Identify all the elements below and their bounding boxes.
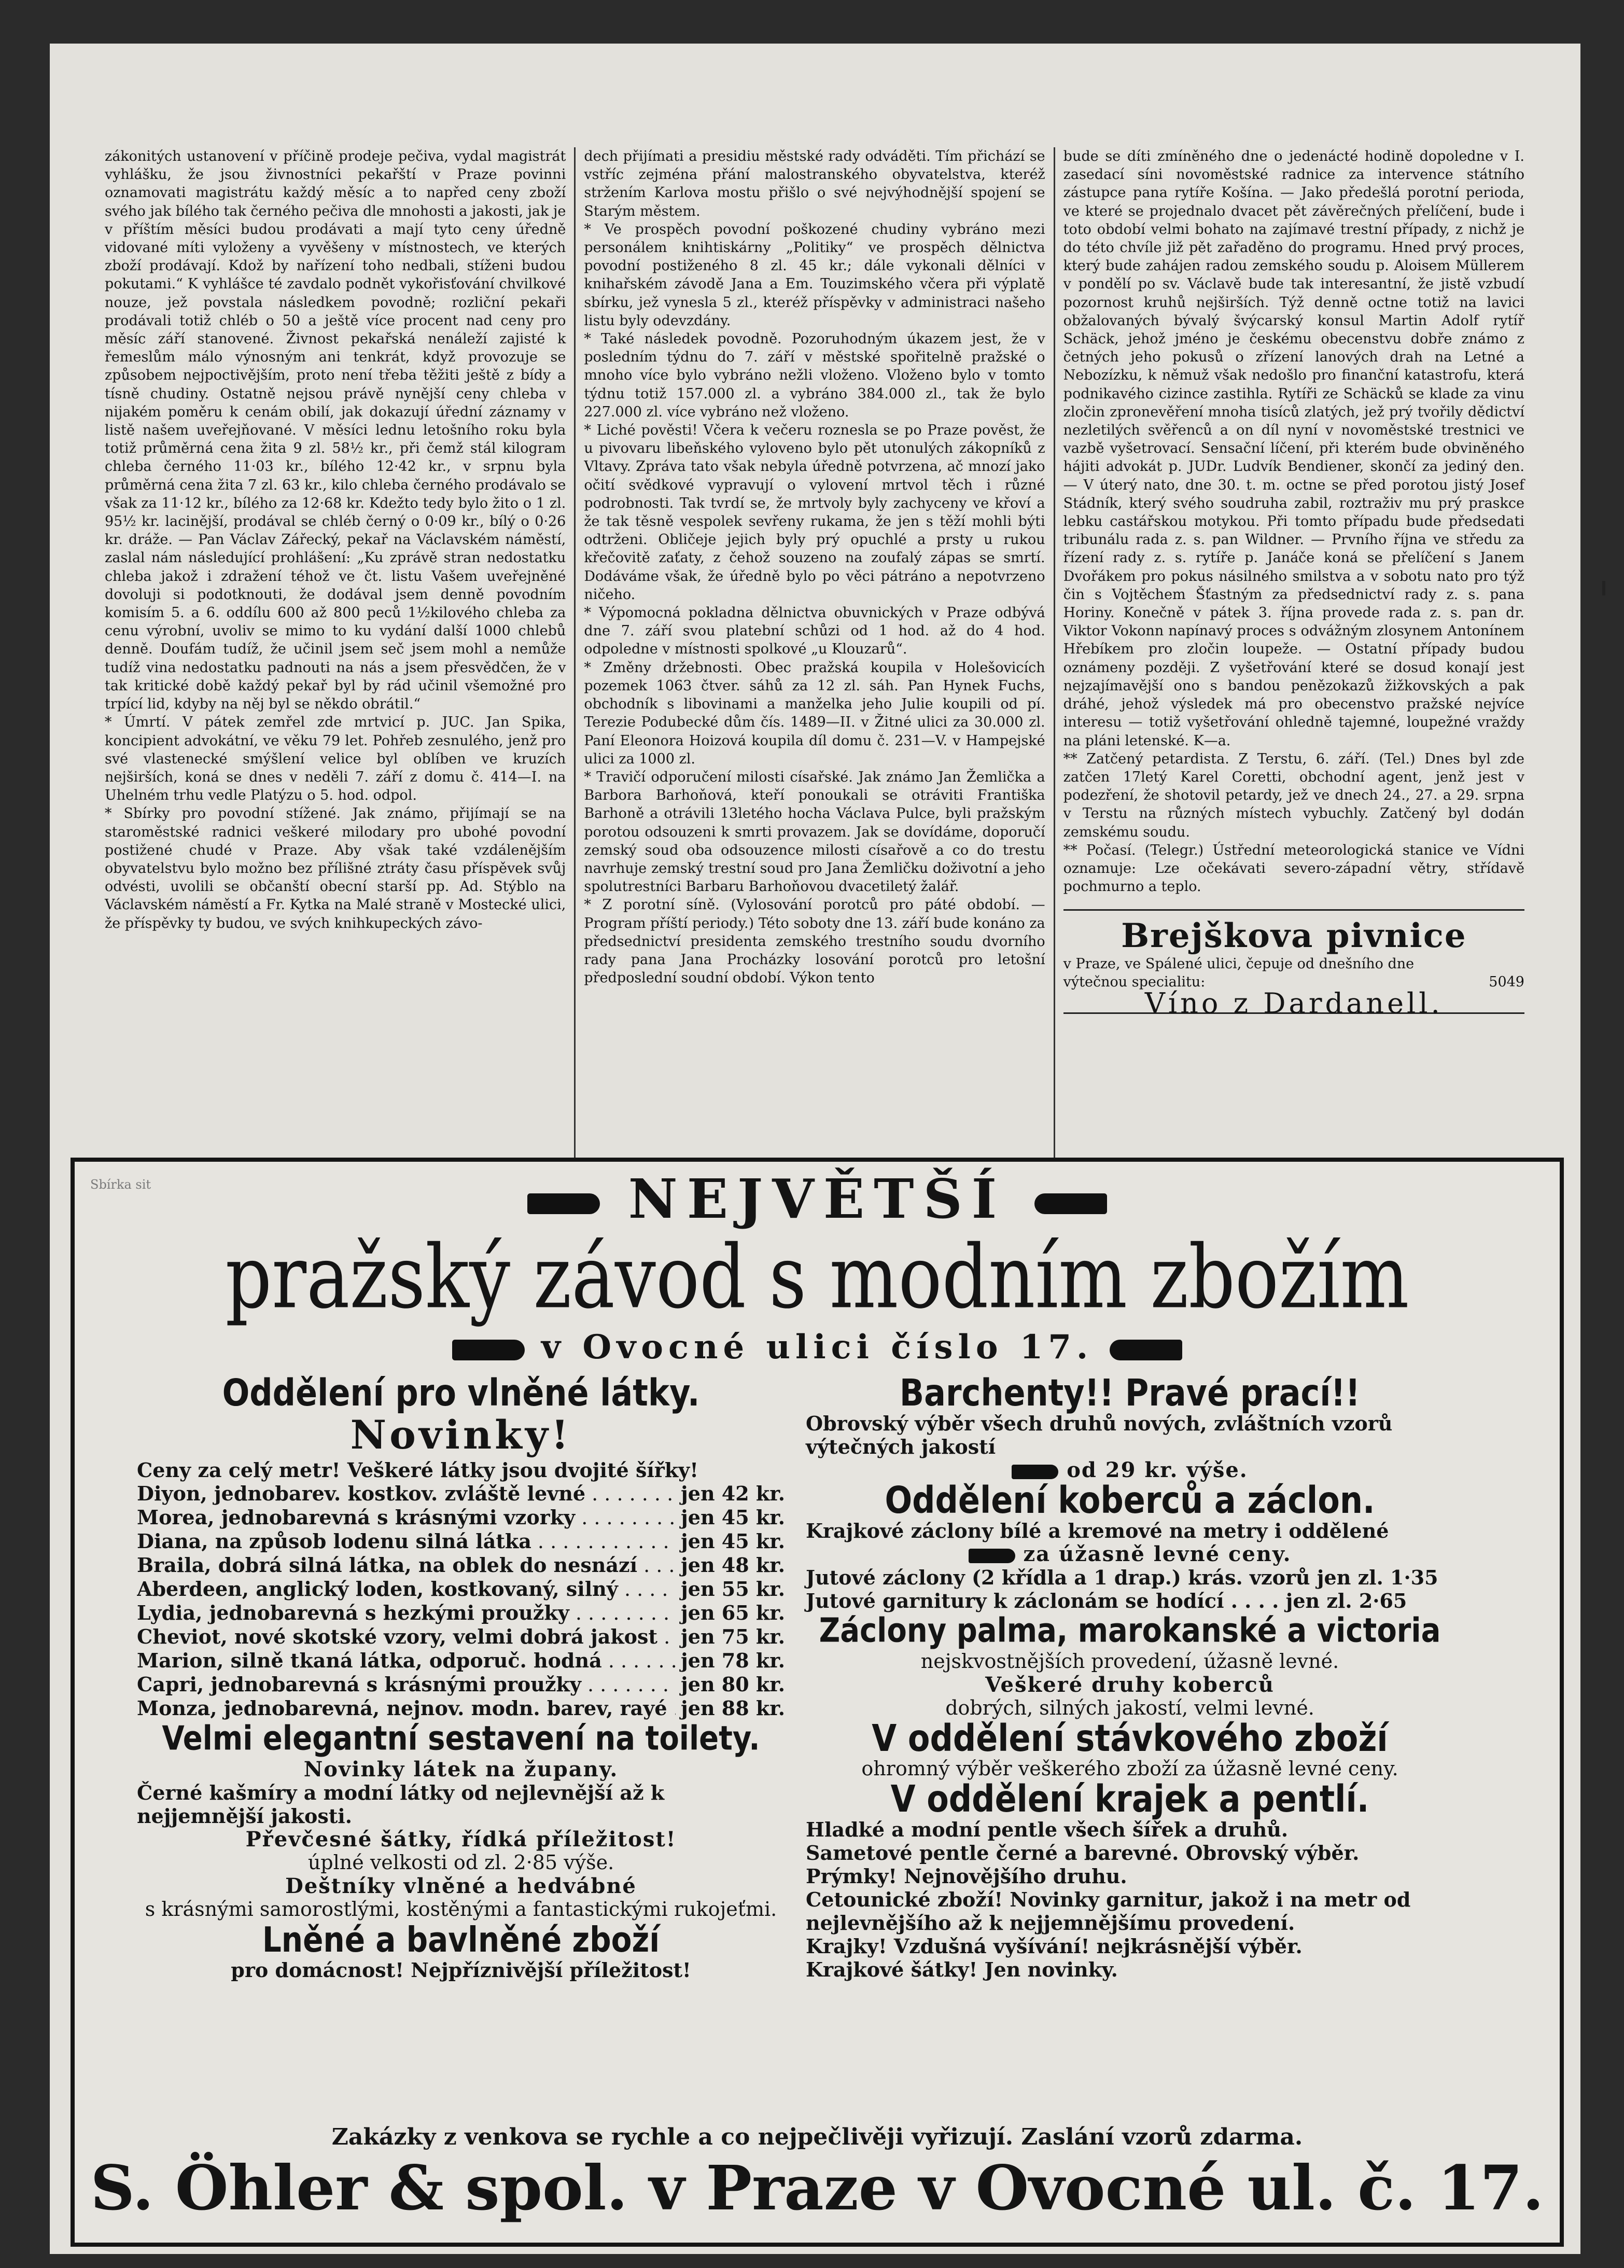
brejska-line1: v Praze, ve Spálené ulici, čepuje od dnešního dne	[1063, 955, 1415, 972]
stavkove-sub: ohromný výběr veškerého zboží za úžasně levné ceny.	[861, 1757, 1398, 1780]
newspaper-page	[50, 44, 1580, 2254]
ohler-advertisement	[71, 1158, 1564, 2247]
ad-banner	[75, 1167, 1560, 1231]
article-zmeny: * Změny držebnosti. Obec pražská koupila v Holešovicích pozemek 1063 čtver. sáhů za 12 zl. sáh. Pan Hynek Fuchs, obchodník s libovinami a manželka jeho Julie koupili od pí. Terezie Podubecké dům čís. 1489—II. v Žitné ulici za 30.000 zl. Paní Eleonora Hoizová koupila díl domu č. 231—V. v Hampejské ulici za 1000 zl.	[584, 659, 1045, 767]
wool-intro: Ceny za celý metr! Veškeré látky jsou dvojité šířky!	[137, 1458, 698, 1482]
article-petardista: ** Zatčený petardista. Z Terstu, 6. září. (Tel.) Dnes byl zde zatčen 17letý Karel Coretti, obchodní agent, jenž jest v podezření, že shotovil petardy, jež ve dnech 24., 27. a 29. srpna v Terstu na různých místech vybuchly. Zatčený byl dodán zemskému soudu.	[1063, 750, 1524, 840]
palma-heading: Záclony palma, marokanské a victoria	[819, 1611, 1441, 1650]
right-line-5: Krajky! Vzdušná vyšívání! nejkrásnější výběr.	[806, 1935, 1303, 1958]
price-row: Braila, dobrá silná látka, na oblek do nesnází . . . jen 48 kr.	[137, 1553, 785, 1577]
ad-right-column	[806, 1371, 1454, 2111]
price-row: Morea, jednobarevná s krásnými vzorky . . . jen 45 kr.	[137, 1506, 785, 1529]
margin-mark	[1602, 581, 1605, 595]
article-vypomocna: * Výpomocná pokladna dělnictva obuvnických v Praze odbývá dne 7. září svou platební schůzi od 1 hod. až do 4 hod. odpoledne v místnosti spolkové „u Klouzarů“.	[584, 605, 1045, 658]
ad-footer: Zakázky z venkova se rychle a co nejpečlivěji vyřizují. Zaslání vzorů zdarma.	[331, 2124, 1303, 2150]
brejska-number: 5049	[1489, 973, 1524, 990]
price-row: Cheviot, nové skotské vzory, velmi dobrá jakost . . . jen 75 kr.	[137, 1625, 785, 1649]
ad-left-column	[137, 1371, 785, 2111]
palma-sub: nejskvostnějších provedení, úžasně levné.	[920, 1650, 1339, 1673]
wool-heading: Oddělení pro vlněné látky.	[222, 1371, 700, 1415]
brejska-specialty: výtečnou specialitu:	[1063, 973, 1206, 990]
brejska-wine: Víno z Dardanell.	[1063, 994, 1524, 1014]
destniky-heading: Deštníky vlněné a hedvábné	[285, 1874, 637, 1898]
article-porotni: * Z porotní síně. (Vylosování porotců pro páté období. — Program příští periody.) Této soboty dne 13. září bude konáno za předsednictví presidenta zemského trestního soudu dvorního rady pana Jana Procházky losování porotců pro letošní předposlední soudní období. Výkon tento	[584, 897, 1045, 986]
druhy-heading: Veškeré druhy koberců	[985, 1673, 1275, 1697]
krajek-heading: V oddělení krajek a pentlí.	[890, 1777, 1369, 1821]
barchenty-price: od 29 kr. výše.	[806, 1458, 1454, 1482]
article-nasledek: * Také následek povodně. Pozoruhodným úkazem jest, že v posledním týdnu do 7. září v městské spořitelně pražské o mnoho více bylo vybráno nežli vloženo. Vloženo bylo v tomto týdnu totiž 157.000 zl. a vybráno 384.000 zl., tak že bylo 227.000 zl. více vybráno než vloženo.	[584, 331, 1045, 420]
article-continuation: dech přijímati a presidiu městské rady odváděti. Tím přichází se vstříc zejména přání malostranského obyvatelstva, kteréž stržením Karlova mostu přišlo o své nejvýhodnější spojení se Starým městem.	[584, 148, 1045, 219]
krajkove-price: za úžasně levné ceny.	[806, 1542, 1454, 1566]
article-travici: * Travičí odporučení milosti císařské. Jak známo Jan Žemlička a Barbora Barhoňová, kteří ponoukali se otráviti Františka Barhoně a otrávili 13letého hocha Václava Pulce, byli pražským porotou odsouzeni k smrti provazem. Jak se dovídáme, doporučí zemský soud oba odsouzence milosti císařově a co do trestu navrhuje zemský trestní soud pro Jana Žemličku doživotní a jeho spolutrestníci Barbaru Barhoňovou dvacetiletý žalář.	[584, 769, 1045, 895]
stavkove-heading: V oddělení stávkového zboží	[872, 1716, 1388, 1760]
right-line-2: Sametové pentle černé a barevné. Obrovský výběr.	[806, 1841, 1360, 1865]
right-line-4: Cetounické zboží! Novinky garnitur, jakož i na metr od nejlevnějšího až k nejjemnějšímu provedení.	[806, 1888, 1411, 1935]
barchenty-heading: Barchenty!! Pravé prací!!	[899, 1371, 1361, 1415]
price-row: Marion, silně tkaná látka, odporuč. hodná . . . jen 78 kr.	[137, 1649, 785, 1673]
price-row: Monza, jednobarevná, nejnov. modn. barev, rayé . . . jen 88 kr.	[137, 1696, 785, 1720]
article-porota-cont: bude se díti zmíněného dne o jedenácté hodině dopoledne v I. zasedací síni novoměstské radnice za intervence státního zástupce pana rytíře Košína. — Jako předešlá porotní perioda, ve které se projednalo dvacet pět závěrečných přelíčení, bude i toto období velmi bohato na zajímavé trestní případy, z nichž je do této chvíle již pět zařaděno do programu. Hned prvý proces, který bude zahájen radou zemského soudu p. Aloisem Müllerem v pondělí po sv. Václavě bude tak interesantní, že jistě vzbudí pozornost kruhů nejširších. Týž denně octne totiž na lavici obžalovaných bývalý švýcarský konsul Martin Adolf rytíř Schäck, jehož jméno je českému obecenstvu dobře známo z četných jeho pokusů o zřízení lanových drah na Letné a Nebozízku, k němuž však nedošlo pro finanční katastrofu, která podnikavého cizince zastihla. Rytíři ze Schäcků se klade za vinu zločin zpronevěření mnoha tisíců zlatých, jež prý tvořily dědictví nezletilých svěřenců a on díl nyní v novoměstské trestnici ve vazbě vyšetrovací. Sensační líčení, při kterém bude obviněného hájiti advokát p. JUDr. Ludvík Bendiener, skončí za jediný den. — V úterý nato, dne 30. t. m. octne se před porotou jistý Josef Stádník, který svého soudruha zabil, roztraživ mu prý praskce lebku castářskou motykou. Při tomto případu bude předsedati tribunálu rada z. s. pan Wildner. — Prvního října ve středu za řízení rady z. s. rytíře p. Janáče koná se přelíčení s Janem Dvořákem pro pokus násilného smilstva a v sobotu nato pro týž čin s Vojtěchem Šťastným za předsednictví rady z. s. pana Horiny. Konečně v pátek 3. října provede rada z. s. pan dr. Viktor Vokonn napínavý proces s odvážným zlosynem Antonínem Hřebíkem pro zločin loupeže. — Ostatní případy budou oznámeny později. Z vyšetřování které se dosud konají jest nejzajímavější ono s bandou penězokazů žižkovských a pak dráhé, jehož výsledek má pro obecenstvo pražské nejvíce interesu — totiž vyšetřování ohledně tajemné, loupežné vraždy na pláni letenské. K—a.	[1063, 148, 1524, 749]
ad-title: pražský závod s modním zbožím	[225, 1227, 1409, 1329]
jutove-garnitury: Jutové garnitury k záclonám se hodící . . . . jen zl. 2·65	[806, 1589, 1407, 1612]
satky-sub: úplné velkosti od zl. 2·85 výše.	[307, 1851, 614, 1874]
kasmiry-text: Černé kašmíry a modní látky od nejlevnější až k nejjemnější jakosti.	[137, 1781, 665, 1828]
right-line-3: Prýmky! Nejnovějšího druhu.	[806, 1865, 1127, 1888]
pointing-hand-icon	[1012, 1465, 1058, 1479]
article-liche-povesti: * Liché pověsti! Včera k večeru roznesla se po Praze pověst, že u pivovaru libeňského vyloveno bylo pět utonulých zákopníků z Vltavy. Zpráva tato však nebyla úředně potvrzena, ač mnozí jako očití svědkové vypravují o vylovení mrtvol těch i různé podrobnosti. Tak tvrdí se, že mrtvoly byly zachyceny ve křoví a že tak těsně vespolek sevřeny rukama, že jen s těží mohli býti odtrženi. Obličeje jejich byly prý opuchlé a prsty u rukou křečovitě zaťaty, z čehož souzeno na zoufalý zápas se smrtí. Dodáváme však, že úředně bylo po věci pátráno a nepotvrzeno ničeho.	[584, 422, 1045, 603]
pointing-hand-icon	[1110, 1340, 1182, 1360]
pointing-hand-icon	[969, 1549, 1015, 1563]
column-2	[574, 147, 1053, 1195]
ad-company: S. Öhler & spol. v Praze v Ovocné ul. č. 17.	[90, 2152, 1544, 2224]
ad-banner-text: NEJVĚTŠÍ	[628, 1167, 1006, 1231]
lnene-sub: pro domácnost! Nejpříznivější příležitost!	[231, 1958, 691, 1982]
right-line-6: Krajkové šátky! Jen novinky.	[806, 1958, 1118, 1981]
right-line-1: Hladké a modní pentle všech šířek a druhů.	[806, 1818, 1289, 1841]
article-sbirky: * Sbírky pro povodní stížené. Jak známo, přijímají se na staroměstské radnici veškeré milodary pro ubohé povodní postižené chudé v Praze. Aby však také vzdálenějším obyvatelstvu bylo možno bez přílišné ztráty času příspěvek svůj odvésti, uvolili se občanští obecní starší pp. Ad. Stýblo na Václavském náměstí a Fr. Kytka na Malé straně v Mostecké ulici, že příspěvky ty budou, ve svých knihkupeckých závo-	[105, 805, 566, 931]
article-umrti: * Úmrtí. V pátek zemřel zde mrtvicí p. JUC. Jan Spika, koncipient advokátní, ve věku 79 let. Pohřeb zesnulého, jenž pro své vlastenecké smýšlení velice byl oblíben ve kruzích nejširších, koná se dnes v neděli 7. září z domu č. 414—I. na Uhelném trhu vedle Platýzu o 5. hod. odpol.	[105, 714, 566, 804]
ad-address	[75, 1328, 1560, 1367]
brejska-ad	[1063, 909, 1524, 1020]
article-bread-prices: zákonitých ustanovení v příčině prodeje pečiva, vydal magistrát vyhlášku, že jsou živnostníci pekařští v Praze povinni oznamovati magistrátu každý měsíc a to napřed ceny zboží svého jak bílého tak černého pečiva dle mnohosti a jakosti, jak je v příštím měsíci budou prodávati a mají tyto ceny úředně vidované míti vyloženy a vyvěšeny v místnostech, ve kterých zboží prodávají. Kdož by nařízení toho nedbali, stíženi budou pokutami.“ K vyhlášce té zavdalo podnět vykořisťování chvilkové nouze, jež povstala následkem povodně; rozliční pekaři prodávali totiž chléb o 50 a ještě více procent nad ceny pro měsíc září stanovené. Živnost pekařská nenáleží zajisté k řemeslům málo výnosným ani tenkrát, když provozuje se způsobem nejpoctivějším, proto není třeba těžiti ještě z bídy a tísně chudiny. Ostatně nejsou právě nynější ceny chleba v nijakém poměru k cenám obilí, jak dokazují úřední záznamy v listě našem uveřejňované. V měsíci lednu letošního roku byla totiž průměrná cena žita 9 zl. 58½ kr., při čemž stál kilogram chleba černého 11·03 kr., bílého 12·42 kr., v srpnu byla průměrná cena žita 7 zl. 63 kr., kilo chleba černého prodávalo se však za 11·12 kr., bílého za 12·68 kr. Kdežto tedy bylo žito o 1 zl. 95½ kr. lacinější, prodával se chléb černý o 0·09 kr., bílý o 0·26 kr. dráže. — Pan Václav Zářecký, pekař na Václavském náměstí, zaslal nám následující prohlášení: „Ku zprávě stran nedostatku chleba jakož i zdražení téhož ve čt. listu Vašem uveřejněné dovoluji si podotknouti, že dodával jsem denně povodním komisím 5. a 6. oddílu 600 až 800 peců 1½kilového chleba za cenu výrobní, uvoliv se mimo to ku vydání další 1000 chlebů denně. Doufám tudíž, že učinil jsem seč jsem mohl a nemůže tudíž vina nedostatku padnouti na nás a jsem přesvědčen, že v tak kritické době každý pekař byl by rád učinil všemožné pro trpící lid, kdyby na něj byl se někdo obrátil.“	[105, 148, 566, 713]
barchenty-text: Obrovský výběr všech druhů nových, zvláštních vzorů výtečných jakostí	[806, 1412, 1393, 1458]
toilety-heading: Velmi elegantní sestavení na toilety.	[162, 1719, 760, 1758]
druhy-sub: dobrých, silných jakostí, velmi levné.	[945, 1696, 1314, 1719]
pointing-hand-icon	[1034, 1193, 1107, 1214]
ad-address-text: v Ovocné ulici číslo 17.	[541, 1328, 1094, 1367]
price-row: Aberdeen, anglický loden, kostkovaný, silný . . . jen 55 kr.	[137, 1577, 785, 1601]
novinky-heading: Novinky!	[350, 1412, 572, 1458]
koberce-heading: Oddělení koberců a záclon.	[885, 1478, 1375, 1522]
krajkove-text: Krajkové záclony bílé a kremové na metry i oddělené	[806, 1519, 1389, 1542]
pointing-hand-icon	[527, 1193, 600, 1214]
article-pocasi: ** Počasí. (Telegr.) Ústřední meteorologická stanice ve Vídni oznamuje: Lze očekávati severo-západní větry, střídavě pochmurno a teplo.	[1063, 842, 1524, 895]
ad-ghost-text: Sbírka sit	[90, 1177, 151, 1192]
price-row: Lydia, jednobarevná s hezkými proužky . . . jen 65 kr.	[137, 1601, 785, 1625]
article-prospech: * Ve prospěch povodní poškozené chudiny vybráno mezi personálem knihtiskárny „Politiky“ ve prospěch dělnictva povodní postiženého 8 zl. 45 kr.; dále vykonali dělníci v knihařském závodě Jana a Em. Touzimského včera při výplatě sbírku, jež vynesla 5 zl., kteréž příspěvky v administraci našeho listu byly odevzdány.	[584, 221, 1045, 329]
zupany-heading: Novinky látek na župany.	[303, 1757, 619, 1782]
column-3	[1054, 147, 1533, 1195]
column-1	[96, 147, 574, 1195]
satky-heading: Převčesné šátky, řídká příležitost!	[245, 1827, 677, 1852]
article-columns	[96, 147, 1533, 1195]
destniky-sub: s krásnými samorostlými, kostěnými a fantastickými rukojeťmi.	[145, 1898, 777, 1921]
pointing-hand-icon	[452, 1340, 525, 1360]
brejska-title: Brejškova pivnice	[1121, 916, 1467, 956]
price-row: Diyon, jednobarev. kostkov. zvláště levné . . . jen 42 kr.	[137, 1482, 785, 1506]
lnene-heading: Lněné a bavlněné zboží	[262, 1919, 660, 1960]
jutove-zaclony: Jutové záclony (2 křídla a 1 drap.) krás. vzorů jen zl. 1·35	[806, 1566, 1438, 1589]
price-row: Diana, na způsob lodenu silná látka . . . jen 45 kr.	[137, 1529, 785, 1553]
price-row: Capri, jednobarevná s krásnými proužky . . . jen 80 kr.	[137, 1673, 785, 1696]
